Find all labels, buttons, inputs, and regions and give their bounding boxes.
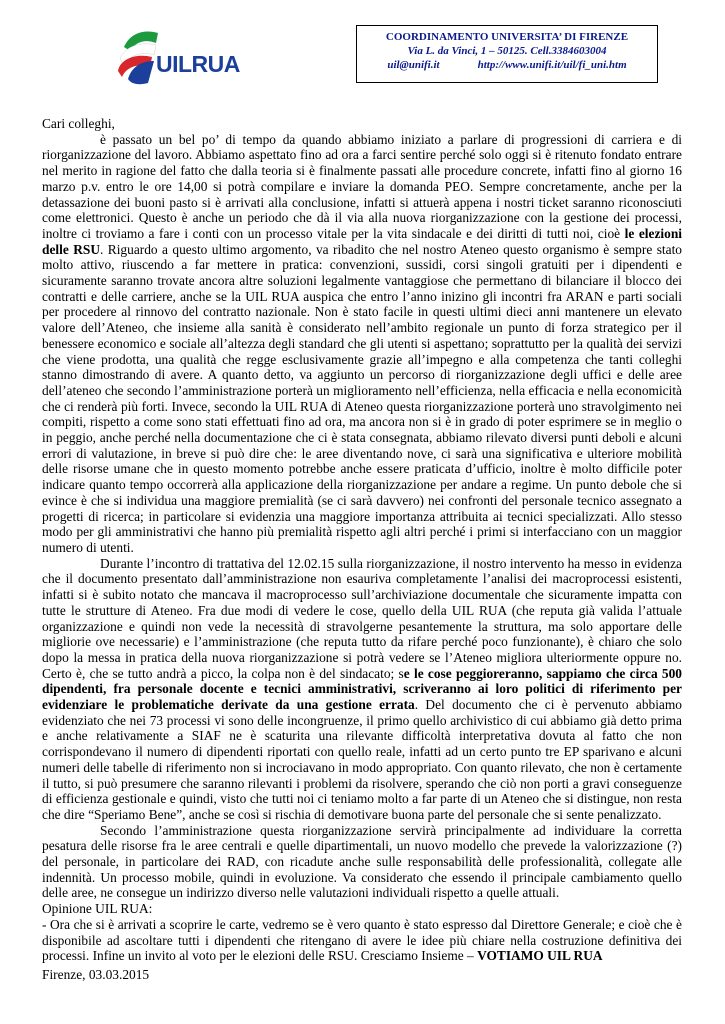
p1-text-b: . Riguardo a questo ultimo argomento, va ribadito che nel nostro Ateneo questo organismo è sempre stato molto attivo, riuscendo a far mettere in pratica: convenzioni, sussidi, corsi singoli gratuiti per i dipendenti e sicuramente saranno trovate ancora altre soluzioni legalmente vantaggiose che permettano di bilanciare il blocco dei contratti e delle carriere, anche se la UIL RUA auspica che entro l’anno inizino gli incontri fra ARAN e parti sociali per procedere al rinnovo del contratto nazionale. Non è stato facile in questi ultimi dieci anni mantenere un elevato valore dell’Ateneo, che insieme alla sanità è considerato nell’ambito regionale un punto di forza strategico per il benessere economico e sociale all’altezza degli standard che gli utenti si aspettano; soprattutto per la qualità dei servizi che viene prodotta, una qualità che regge esclusivamente grazie all’impegno e alla competenza che tanti colleghi stanno dimostrando di avere. A quanto detto, va aggiunto un percorso di riorganizzazione degli uffici e delle aree dell’ateneo che secondo l’amministrazione porterà un miglioramento nell’efficienza, nella efficacia e nella economicità che ci renderà più forti. Invece, secondo la UIL RUA di Ateneo questa riorganizzazione porterà uno stravolgimento nei compiti, rispetto a come sono stati effettuati fino ad ora, ma ancora non si è in grado di poter esprimere se in meglio o in peggio, anche perché nella documentazione che ci è stata consegnata, abbiamo rilevato diversi punti deboli e alcuni errori di valutazione, in breve si può dire che: le aree diventando nove, ci sarà una significativa e ulteriore mobilità delle risorse umane che in questo momento potrebbe anche essere praticata d’ufficio, inoltre è molto difficile poter indicare quanto tempo occorrerà alla applicazione della riorganizzazione per andare a regime. Un punto debole che si evince è che si individua una maggiore premialità (se ci sarà davvero) nei confronti del personale tecnico assegnato a progetti di ricerca; in particolare si evidenzia una maggiore importanza attribuita ai tecnici specializzati. Allo stesso modo per gli amministrativi che hanno più premialità rispetto agli altri perché i primi si interfacciano con un maggior numero di utenti.	[42, 241, 682, 555]
contact-line	[357, 58, 657, 72]
p1-bold: le elezioni delle RSU	[42, 225, 682, 257]
paragraph-3: Secondo l’amministrazione questa riorganizzazione servirà principalmente ad individuare la corretta pesatura delle risorse fra le aree centrali e quelle dipartimentali, un nuovo modello che prevede la valorizzazione (?) del personale, in particolare dei RAD, con ricadute anche sulle responsabilità delle professionalità, collegate alle indennità. Un processo mobile, quindi in evoluzione. Va considerato che essendo il principale cambiamento quello delle aree, ne consegue un indirizzo diverso nelle valutazioni individuali rispetto a quelle attuali.	[42, 822, 682, 901]
org-address: Via L. da Vinci, 1 – 50125. Cell.3384603004	[407, 45, 607, 57]
letter-body	[42, 116, 682, 964]
p1-text-a: è passato un bel po’ di tempo da quando abbiamo iniziato a parlare di progressioni di carriera e di riorganizzazione del lavoro. Abbiamo aspettato fino ad ora a farci sentire perché solo oggi si è ritenuto fondato entrare nel merito in ragione del fatto che dalla teoria si è finalmente passati alle procedure concrete, infatti fino al giorno 16 marzo p.v. entro le ore 14,00 si potrà compilare e inviare la domanda PEO. Sempre concretamente, anche per la detassazione dei buoni pasto si è arrivati alla conclusione, infatti si attuerà appena i nostri ticket saranno riconosciuti come elettronici. Questo è anche un periodo che dà il via alla nuova riorganizzazione con la gestione dei processi, inoltre ci troviamo a fare i conti con un processo vitale per la vita sindacale e dei diritti di tutti noi, cioè	[42, 131, 682, 241]
header-box	[356, 25, 658, 83]
paragraph-4	[42, 917, 682, 964]
opinion-title: Opinione UIL RUA:	[42, 901, 153, 917]
logo-text: UILRUA	[156, 51, 240, 77]
p2-text-b: . Del documento che ci è pervenuto abbiamo evidenziato che nei 73 processi vi sono delle incongruenze, il primo quello archivistico di cui abbiamo già detto prima e anche relativamente a SIAF ne è scaturita una rilevante difficoltà interpretativa dovuta al fatto che non corrispondevano il numero di dipendenti riportati con quello reale, infatti ad un certo punto tre EP sparivano e alcuni numeri delle tabelle di riferimento non si incrociavano in modo appropriato. Con quanto rilevato, che non è certamente il tutto, si può presumere che saranno rilevanti i problemi da risolvere, sperando che ciò non porti a gravi conseguenze di efficienza gestionale e quindi, visto che tutti noi ci teniamo molto a far parte di un Ateneo che si distingue, non resta che dire “Speriamo Bene”, anche se così si rischia di demotivare buona parte del personale che si sente penalizzato.	[42, 697, 682, 822]
website-link[interactable]: http://www.unifi.it/uil/fi_uni.htm	[477, 59, 627, 71]
paragraph-1	[42, 132, 682, 556]
paragraph-2	[42, 556, 682, 823]
org-title: COORDINAMENTO UNIVERSITA’ DI FIRENZE	[385, 31, 629, 43]
uilrua-logo	[118, 29, 242, 89]
p4-bold: VOTIAMO UIL RUA	[477, 948, 603, 964]
email-link[interactable]: uil@unifi.it	[387, 59, 440, 71]
salutation: Cari colleghi,	[42, 116, 115, 131]
p4-text-a: - Ora che si è arrivati a scoprire le carte, vedremo se è vero quanto è stato espresso dal Direttore Generale; e cioè che è disponibile ad ascoltare tutti i dipendenti che ritengano di avere le idee più chiare nella costruzione definitiva dei processi. Infine un invito al voto per le elezioni delle RSU. Cresciamo Insieme –	[42, 916, 682, 964]
place-date: Firenze, 03.03.2015	[42, 967, 150, 982]
p2-bold: e le cose peggioreranno, sappiamo che circa 500 dipendenti, fra personale docente e tecnici amministrativi, scriveranno ai loro politici di riferimento per evidenziare le problematiche derivate da una gestione errata	[42, 665, 682, 713]
p2-text-a: Durante l’incontro di trattativa del 12.02.15 sulla riorganizzazione, il nostro intervento ha messo in evidenza che il documento presentato dall’amministrazione non esauriva completamente l’analisi dei macroprocessi esistenti, infatti si è subito notato che mancava il macroprocesso sull’archiviazione documentale che sicuramente impatta con tutte le strutture di Ateneo. Fra due modi di vedere le cose, quello della UIL RUA (che reputa già valida l’attuale organizzazione e quindi non vede la necessità di stravolgerne pesantemente la struttura, ma solo apportare delle migliorie ove necessarie) e l’amministrazione (che reputa tutto da rifare perché poco funzionante), è chiaro che solo dopo la messa in pratica della nuova riorganizzazione si potrà vedere se l’Ateneo migliora ulteriormente oppure no. Certo è, che se tutto andrà a picco, la colpa non è del sindacato; s	[42, 555, 682, 681]
